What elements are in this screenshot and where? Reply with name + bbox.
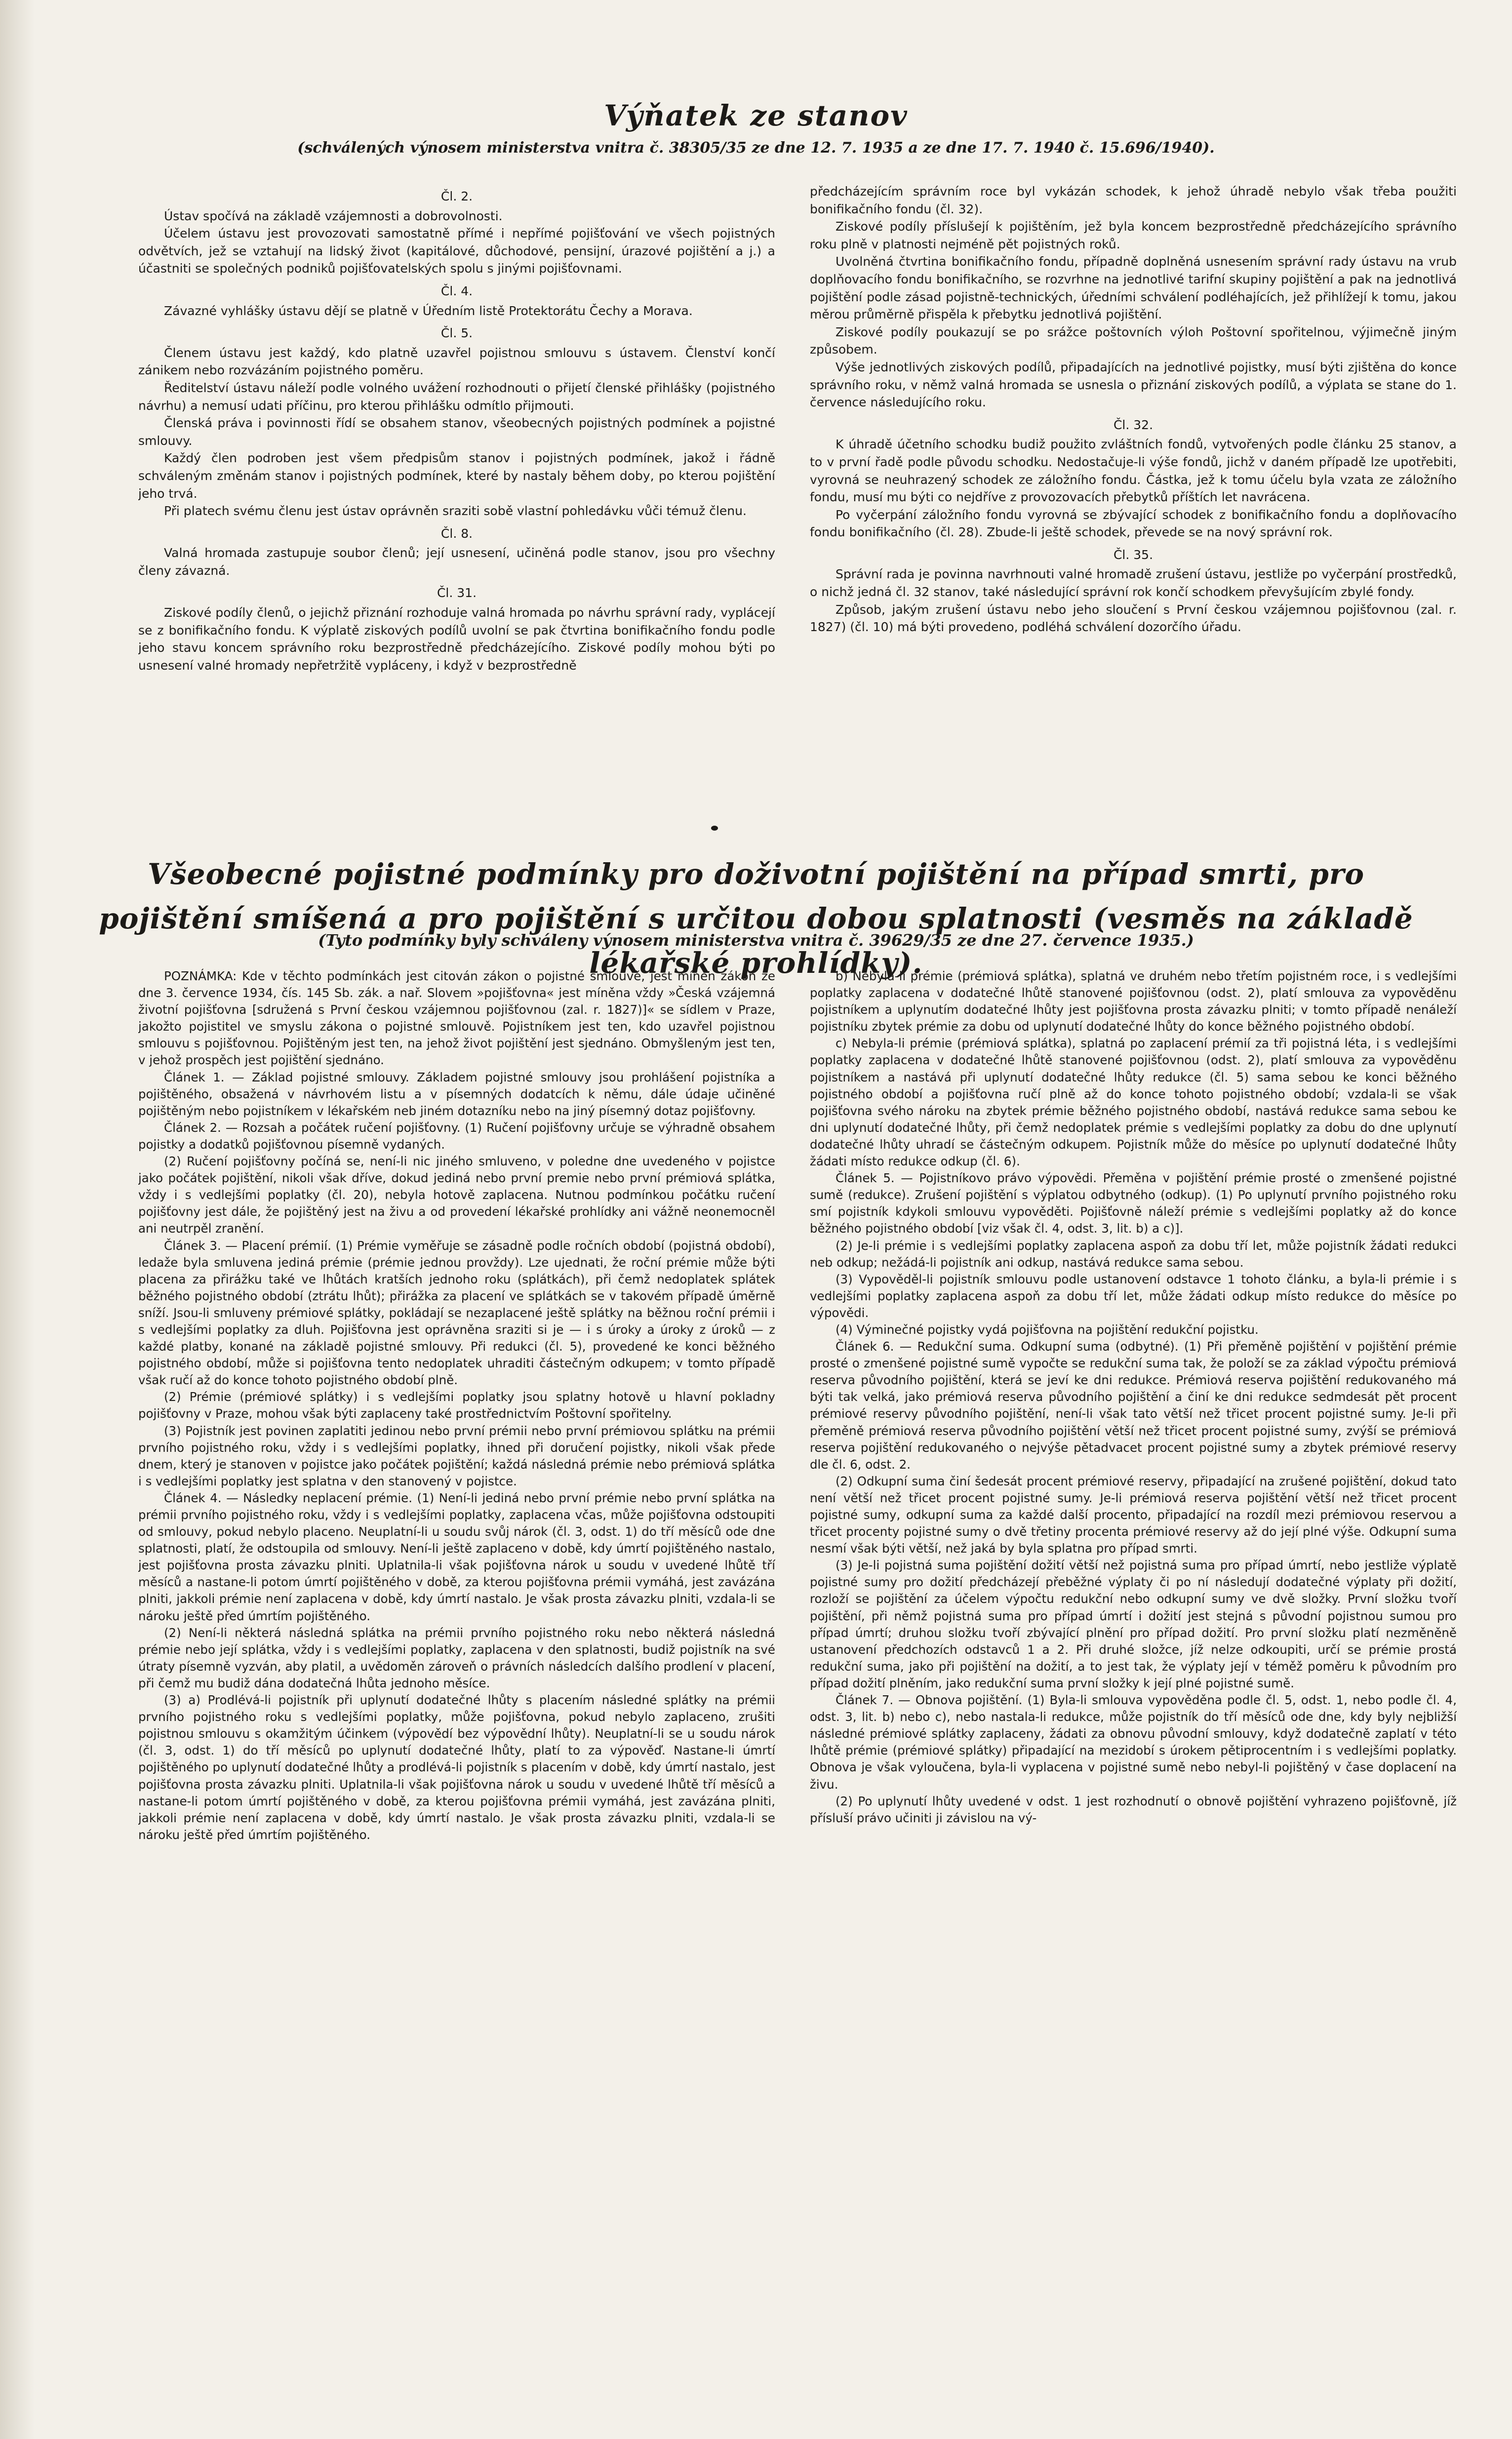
article-heading: Čl. 2. <box>440 189 473 203</box>
paragraph: Ústav spočívá na základě vzájemnosti a dobrovolnosti. <box>164 208 503 223</box>
scan-edge-shadow <box>0 0 35 2439</box>
article-heading: Čl. 5. <box>440 326 473 341</box>
paragraph: (2) Ručení pojišťovny počíná se, není-li nic jiného smluveno, v poledne dne uvedeného v pojistce jako počátek pojištění, nikoli však dříve, dokud jediná nebo první premie nebo první prémiová splátka, vždy i s vedlejšími poplatky (čl. 20), nebyla hotově zaplacena. Nutnou podmínkou počátku ručení pojišťovny jest dále, že pojištěný jest na živu a od provedení lékařské prohlídky ani vážně neonemocněl ani neutrpěl zranění. <box>138 1154 775 1236</box>
paragraph: (3) Pojistník jest povinen zaplatiti jedinou nebo první prémii nebo první prémiovou splátku na prémii prvního pojistného roku, vždy i s vedlejšími poplatky, ihned při doručení pojistky, nikoli však přede dnem, který je stanoven v pojistce jako počátek pojištění; každá následná prémie nebo prémiová splátka i s vedlejšími poplatky jest splatna v den stanovený v pojistce. <box>138 1423 775 1488</box>
paragraph: Každý člen podroben jest všem předpisům stanov i pojistných podmínek, jakož i řádně schváleným změnám stanov i pojistných podmínek, které by nastaly během doby, po kterou pojištění jeho trvá. <box>138 451 775 501</box>
excerpt-subtitle: (schválených výnosem ministerstva vnitra č. 38305/35 ze dne 12. 7. 1935 a ze dne 17. 7. 1940 č. 15.696/1940). <box>297 139 1215 157</box>
article-heading: Čl. 31. <box>437 586 477 600</box>
paragraph: Po vyčerpání záložního fondu vyrovná se zbývající schodek z bonifikačního fondu a doplňovacího fondu bonifikačního (čl. 28). Zbude-li ještě schodek, převede se na nový správní rok. <box>810 507 1457 540</box>
excerpt-title: Výňatek ze stanov <box>604 99 908 132</box>
paragraph: Článek 6. — Redukční suma. Odkupní suma (odbytné). (1) Při přeměně pojištění v pojištění prémie prosté o zmenšené pojistné sumě vypočte se redukční suma tak, že položí se za základ výpočtu prémiová reserva původního pojištění, která se jeví ke dni redukce. Prémiová reserva pojištění redukovaného má býti tak velká, jako prémiová reserva původního pojištění a činí ke dni redukce sedmdesát pět procent prémiové reservy původního pojištění, není-li však tato větší než třicet procent pojistné sumy. Je-li při přeměně prémiová reserva původního pojištění větší než třicet procent pojistné sumy, zvýší se prémiová reserva pojištění redukovaného o nejvýše pětadvacet procent pojistné sumy a zbytek prémiové reservy dle čl. 6, odst. 2. <box>810 1339 1457 1472</box>
conditions-left-column <box>138 968 775 2400</box>
paragraph: Závazné vyhlášky ústavu dějí se platně v Úředním listě Protektorátu Čechy a Morava. <box>164 303 693 318</box>
paragraph: Při platech svému členu jest ústav oprávněn sraziti sobě vlastní pohledávku vůči témuž členu. <box>164 504 747 519</box>
paragraph: Způsob, jakým zrušení ústavu nebo jeho sloučení s První českou vzájemnou pojišťovnou (zal. r. 1827) (čl. 10) má býti provedeno, podléhá schválení dozorčího úřadu. <box>810 602 1457 635</box>
paragraph: Ziskové podíly členů, o jejichž přiznání rozhoduje valná hromada po návrhu správní rady, vyplácejí se z bonifikačního fondu. K výplatě ziskových podílů uvolní se pak čtvrtina bonifikačního fondu podle jeho stavu koncem správního roku bezprostředně předcházejícího. Ziskové podíly mohou býti po usnesení valné hromady nepřetržitě vypláceny, i když v bezprostředně <box>138 605 775 673</box>
separator-dot <box>711 826 718 831</box>
paragraph: Členem ústavu jest každý, kdo platně uzavřel pojistnou smlouvu s ústavem. Členství končí zánikem nebo rozvázáním pojistného poměru. <box>138 345 775 378</box>
conditions-title: Všeobecné pojistné podmínky pro doživotní pojištění na případ smrti, pro pojištění smíšená a pro pojištění s určitou dobou splatnosti (vesměs na základě lékařské prohlídky). <box>99 857 1413 980</box>
paragraph: (2) Odkupní suma činí šedesát procent prémiové reservy, připadající na zrušené pojištění, dokud tato není větší než třicet procent pojistné sumy. Je-li prémiová reserva pojištění větší než třicet procent pojistné sumy, odkupní suma za každé další procento, připadající na rozdíl mezi prémiovou reservou a třicet procenty pojistné sumy o dvě třetiny procenta prémiové reservy až do její plné výše. Odkupní suma nesmí však býti větší, než jaká by byla splatna pro případ smrti. <box>810 1474 1457 1556</box>
paragraph: (2) Je-li prémie i s vedlejšími poplatky zaplacena aspoň za dobu tří let, může pojistník žádati redukci neb odkup; nežádá-li pojistník ani odkup, nastává redukce sama sebou. <box>810 1238 1457 1270</box>
paragraph: Článek 4. — Následky neplacení prémie. (1) Není-li jediná nebo první prémie nebo první splátka na prémii prvního pojistného roku, vždy i s vedlejšími poplatky, zaplacena včas, může pojišťovna odstoupiti od smlouvy, pokud nebylo placeno. Neuplatní-li u soudu svůj nárok (čl. 3, odst. 1) do tří měsíců ode dne splatnosti, platí, že odstoupila od smlouvy. Není-li ještě zaplaceno v době, kdy úmrtí pojištěného nastalo, jest pojišťovna prosta závazku plniti. Uplatnila-li však pojišťovna nárok u soudu v uvedené lhůtě tří měsíců a nastane-li potom úmrtí pojištěného v době, za kterou pojišťovna prémii vymáhá, jest zavázána plniti, jakkoli prémie není zaplacena v době, kdy úmrtí nastalo. Je však prosta závazku plniti, vzdala-li se nároku ještě před úmrtím pojištěného. <box>138 1490 775 1623</box>
excerpt-left-column <box>138 183 775 835</box>
paragraph: Článek 7. — Obnova pojištění. (1) Byla-li smlouva vypověděna podle čl. 5, odst. 1, nebo podle čl. 4, odst. 3, lit. b) nebo c), nebo nastala-li redukce, může pojistník do tří měsíců ode dne, kdy byly nejbližší následné prémiové splátky zaplaceny, žádati za obnovu původní smlouvy, když dodatečně zaplatí v této lhůtě prémie (prémiové splátky) připadající na mezidobí s úrokem pětiprocentním i s vedlejšími poplatky. Obnova je však vyloučena, byla-li vyplacena v pojistné sumě nebo nebyl-li pojištěný v čase doplacení na živu. <box>810 1693 1457 1792</box>
conditions-subtitle: (Tyto podmínky byly schváleny výnosem ministerstva vnitra č. 39629/35 ze dne 27. července 1935.) <box>318 931 1194 950</box>
paragraph: Článek 3. — Placení prémií. (1) Prémie vyměřuje se zásadně podle ročních období (pojistná období), ledaže byla smluvena jediná prémie (prémie jednou provždy). Lze ujednati, že roční prémie může býti placena za přirážku také ve lhůtách kratších jednoho roku (splátkách), při čemž nedoplatek splátek běžného pojistného období (ztrátu lhůt); přirážka za placení ve splátkách se v takovém případě úměrně sníží. Jsou-li smluveny prémiové splátky, pokládají se nezaplacené ještě splátky na běžnou roční prémii i s vedlejšími poplatky za dluh. Pojišťovna jest oprávněna sraziti si je — i s úroky a úroky z úroků — z každé platby, konané na základě pojistné smlouvy. Při redukci (čl. 5), provedené ke konci běžného pojistného období, může si pojišťovna tento nedoplatek uhraditi částečným odkupem; v tomto případě však ručí až do konce tohoto pojistného období plně. <box>138 1238 775 1388</box>
paragraph: Článek 5. — Pojistníkovo právo výpovědi. Přeměna v pojištění prémie prosté o zmenšené pojistné sumě (redukce). Zrušení pojištění s výplatou odbytného (odkup). (1) Po uplynutí prvního pojistného roku smí pojistník kdykoli smlouvu vypověděti. Pojišťovně náleží prémie s vedlejšími poplatky až do konce běžného pojistného období [viz však čl. 4, odst. 3, lit. b) a c)]. <box>810 1171 1457 1236</box>
paragraph: Správní rada je povinna navrhnouti valné hromadě zrušení ústavu, jestliže po vyčerpání prostředků, o nichž jedná čl. 32 stanov, také následující správní rok končí schodkem převyšujícím zbylé fondy. <box>810 567 1457 600</box>
conditions-right-column <box>810 968 1457 2400</box>
paragraph: Článek 2. — Rozsah a počátek ručení pojišťovny. (1) Ručení pojišťovny určuje se výhradně obsahem pojistky a dodatků pojišťovnou písemně vydaných. <box>138 1120 775 1152</box>
paragraph: (3) Je-li pojistná suma pojištění dožití větší než pojistná suma pro případ úmrtí, nebo jestliže výplatě pojistné sumy pro dožití předcházejí přeběžné výplaty či po ní následují dodatečné výplaty při dožití, rozloží se pojištění za účelem výpočtu redukční nebo odkupní sumy ve dvě složky. První složku tvoří pojištění, při němž pojistná suma pro případ úmrtí i dožití jest stejná s původní pojistnou sumou pro případ úmrtí; druhou složku tvoří zbývající plnění pro případ dožití. Pro první složku platí nezměněně ustanovení předchozích odstavců 1 a 2. Při druhé složce, jíž nelze odkoupiti, určí se prémie prostá redukční suma, jako při pojištění na dožití, a to jest tak, že výplaty její v téměž poměru k původním pro případ dožití plněním, jako redukční suma první složky k její plné pojistné sumě. <box>810 1558 1457 1690</box>
paragraph: POZNÁMKA: Kde v těchto podmínkách jest citován zákon o pojistné smlouvě, jest míněn zákon ze dne 3. července 1934, čís. 145 Sb. zák. a nař. Slovem »pojišťovna« jest míněna vždy »Česká vzájemná životní pojišťovna [sdružená s První českou vzájemnou pojišťovnou (zal. r. 1827)]« se sídlem v Praze, jakožto pojistitel ve smyslu zákona o pojistné smlouvě. Pojistníkem jest ten, kdo uzavřel pojistnou smlouvu s pojišťovnou. Pojištěným jest ten, na jehož život pojištění jest sjednáno. Obmyšleným jest ten, v jehož prospěch jest pojištění sjednáno. <box>138 969 775 1068</box>
paragraph: Členská práva i povinnosti řídí se obsahem stanov, všeobecných pojistných podmínek a pojistné smlouvy. <box>138 416 775 448</box>
paragraph: K úhradě účetního schodku budiž použito zvláštních fondů, vytvořených podle článku 25 stanov, a to v první řadě podle původu schodku. Nedostačuje-li výše fondů, jichž v daném případě lze upotřebiti, vyrovná se neuhrazený schodek ze záložního fondu. Částka, jež k tomu účelu byla vzata ze záložního fondu, musí mu býti co nejdříve z provozovacích přebytků příštích let navrácena. <box>810 437 1457 505</box>
article-heading: Čl. 32. <box>1113 417 1154 432</box>
paragraph: Článek 1. — Základ pojistné smlouvy. Základem pojistné smlouvy jsou prohlášení pojistníka a pojištěného, obsažená v návrhovém listu a v písemných dodatcích k němu, dále údaje učiněné pojištěným nebo pojistníkem v lékařském neb jiném dotazníku nebo na jiný písemný dotaz pojišťovny. <box>138 1070 775 1118</box>
paragraph: (2) Po uplynutí lhůty uvedené v odst. 1 jest rozhodnutí o obnově pojištění vyhrazeno pojišťovně, jíž přísluší právo učiniti ji závislou na vý- <box>810 1794 1457 1825</box>
paragraph: (3) Vypověděl-li pojistník smlouvu podle ustanovení odstavce 1 tohoto článku, a byla-li prémie i s vedlejšími poplatky zaplacena aspoň za dobu tří let, může žádati odkup místo redukce do měsíce po výpovědi. <box>810 1272 1457 1320</box>
article-heading: Čl. 4. <box>440 283 473 298</box>
paragraph: (3) a) Prodlévá-li pojistník při uplynutí dodatečné lhůty s placením následné splátky na prémii prvního pojistného roku s vedlejšími poplatky, může pojišťovna, pokud nebylo zaplaceno, zrušiti pojistnou smlouvu s okamžitým účinkem (výpovědí bez výpovědní lhůty). Neuplatní-li se u soudu nárok (čl. 3, odst. 1) do tří měsíců po uplynutí dodatečné lhůty, platí to za výpověď. Nastane-li úmrtí pojištěného po uplynutí dodatečné lhůty a prodlévá-li pojistník s placením v době, kdy úmrtí nastalo, jest pojišťovna prosta závazku plniti. Uplatnila-li však pojišťovna nárok u soudu v uvedené lhůtě tří měsíců a nastane-li potom úmrtí pojištěného v době, za kterou pojišťovna prémii vymáhá, jest zavázána plniti, jakkoli prémie není zaplacena v době, kdy úmrtí nastalo. Je však prosta závazku plniti, vzdala-li se nároku ještě před úmrtím pojištěného. <box>138 1693 775 1842</box>
article-heading: Čl. 8. <box>440 526 473 541</box>
paragraph: (2) Prémie (prémiové splátky) i s vedlejšími poplatky jsou splatny hotově u hlavní pokladny pojišťovny v Praze, mohou však býti zaplaceny také prostřednictvím Poštovní spořitelny. <box>138 1390 775 1421</box>
article-heading: Čl. 35. <box>1113 547 1154 562</box>
paragraph: (2) Není-li některá následná splátka na prémii prvního pojistného roku nebo některá následná prémie nebo její splátka, vždy i s vedlejšími poplatky, zaplacena v den splatnosti, budiž pojistník na své útraty písemně vyzván, aby platil, a uvědoměn zároveň o právních následcích dalšího prodlení v placení, při čemž mu budiž dána dodatečná lhůta jednoho měsíce. <box>138 1625 775 1690</box>
paragraph: Ziskové podíly poukazují se po srážce poštovních výloh Poštovní spořitelnou, výjimečně jiným způsobem. <box>810 324 1457 357</box>
paragraph: (4) Výminečné pojistky vydá pojišťovna na pojištění redukční pojistku. <box>836 1322 1259 1337</box>
paragraph: Ziskové podíly příslušejí k pojištěním, jež byla koncem bezprostředně předcházejícího správního roku plně v platnosti nejméně pět pojistných roků. <box>810 219 1457 251</box>
paragraph: Uvolněná čtvrtina bonifikačního fondu, případně doplněná usnesením správní rady ústavu na vrub doplňovacího fondu bonifikačního, se rozvrhne na jednotlivé tarifní skupiny pojištění a pak na jednotlivá pojištění podle zásad pojistně-technických, úředními schválení podléhajících, jež přihlížejí k tomu, jakou měrou průměrně přispěla k přebytku jednotlivá pojištění. <box>810 254 1457 322</box>
paragraph: Výše jednotlivých ziskových podílů, připadajících na jednotlivé pojistky, musí býti zjištěna do konce správního roku, v němž valná hromada se usnesla o přiznání ziskových podílů, a výplata se stane do 1. července následujícího roku. <box>810 360 1457 410</box>
paragraph: předcházejícím správním roce byl vykázán schodek, k jehož úhradě nebylo však třeba použiti bonifikačního fondu (čl. 32). <box>810 184 1457 216</box>
excerpt-right-column <box>810 183 1457 780</box>
paragraph: Valná hromada zastupuje soubor členů; její usnesení, učiněná podle stanov, jsou pro všechny členy závazná. <box>138 546 775 578</box>
paragraph: b) Nebyla-li prémie (prémiová splátka), splatná ve druhém nebo třetím pojistném roce, i s vedlejšími poplatky zaplacena v dodatečné lhůtě stanovené pojišťovnou (odst. 2), platí smlouva za vypověděnu pojistníkem a uplynutím dodatečné lhůty jest pojišťovna prosta závazku plniti; v tomto případě nenáleží pojistníku zbytek prémie za dobu od uplynutí dodatečné lhůty do konce běžného pojistného období. <box>810 969 1457 1034</box>
paragraph: c) Nebyla-li prémie (prémiová splátka), splatná po zaplacení prémií za tři pojistná léta, i s vedlejšími poplatky zaplacena v dodatečné lhůtě stanovené pojišťovnou (odst. 2), platí smlouva za vypověděnu pojistníkem a nastává při uplynutí dodatečné lhůty redukce (čl. 5) sama sebou ke konci běžného pojistného období a pojišťovna ručí plně až do konce tohoto pojistného období; vzdala-li se však pojišťovna svého nároku na zbytek prémie běžného pojistného období, nastává redukce sama sebou ke dni uplynutí dodatečné lhůty, při čemž nedoplatek prémie s vedlejšími poplatky za dobu do dne uplynutí dodatečné lhůty uhradí se částečným odkupem. Pojistník může do měsíce po uplynutí dodatečné lhůty žádati místo redukce odkup (čl. 6). <box>810 1036 1457 1169</box>
paragraph: Účelem ústavu jest provozovati samostatně přímé i nepřímé pojišťování ve všech pojistných odvětvích, jež se vztahují na lidský život (kapitálové, důchodové, pensijní, úrazové pojištění a j.) a účastniti se společných podniků pojišťovatelských spolu s jinými pojišťovnami. <box>138 226 775 276</box>
paragraph: Ředitelství ústavu náleží podle volného uvážení rozhodnouti o přijetí členské přihlášky (pojistného návrhu) a nemusí udati příčinu, pro kterou přihlášku odmítlo přijmouti. <box>138 380 775 413</box>
